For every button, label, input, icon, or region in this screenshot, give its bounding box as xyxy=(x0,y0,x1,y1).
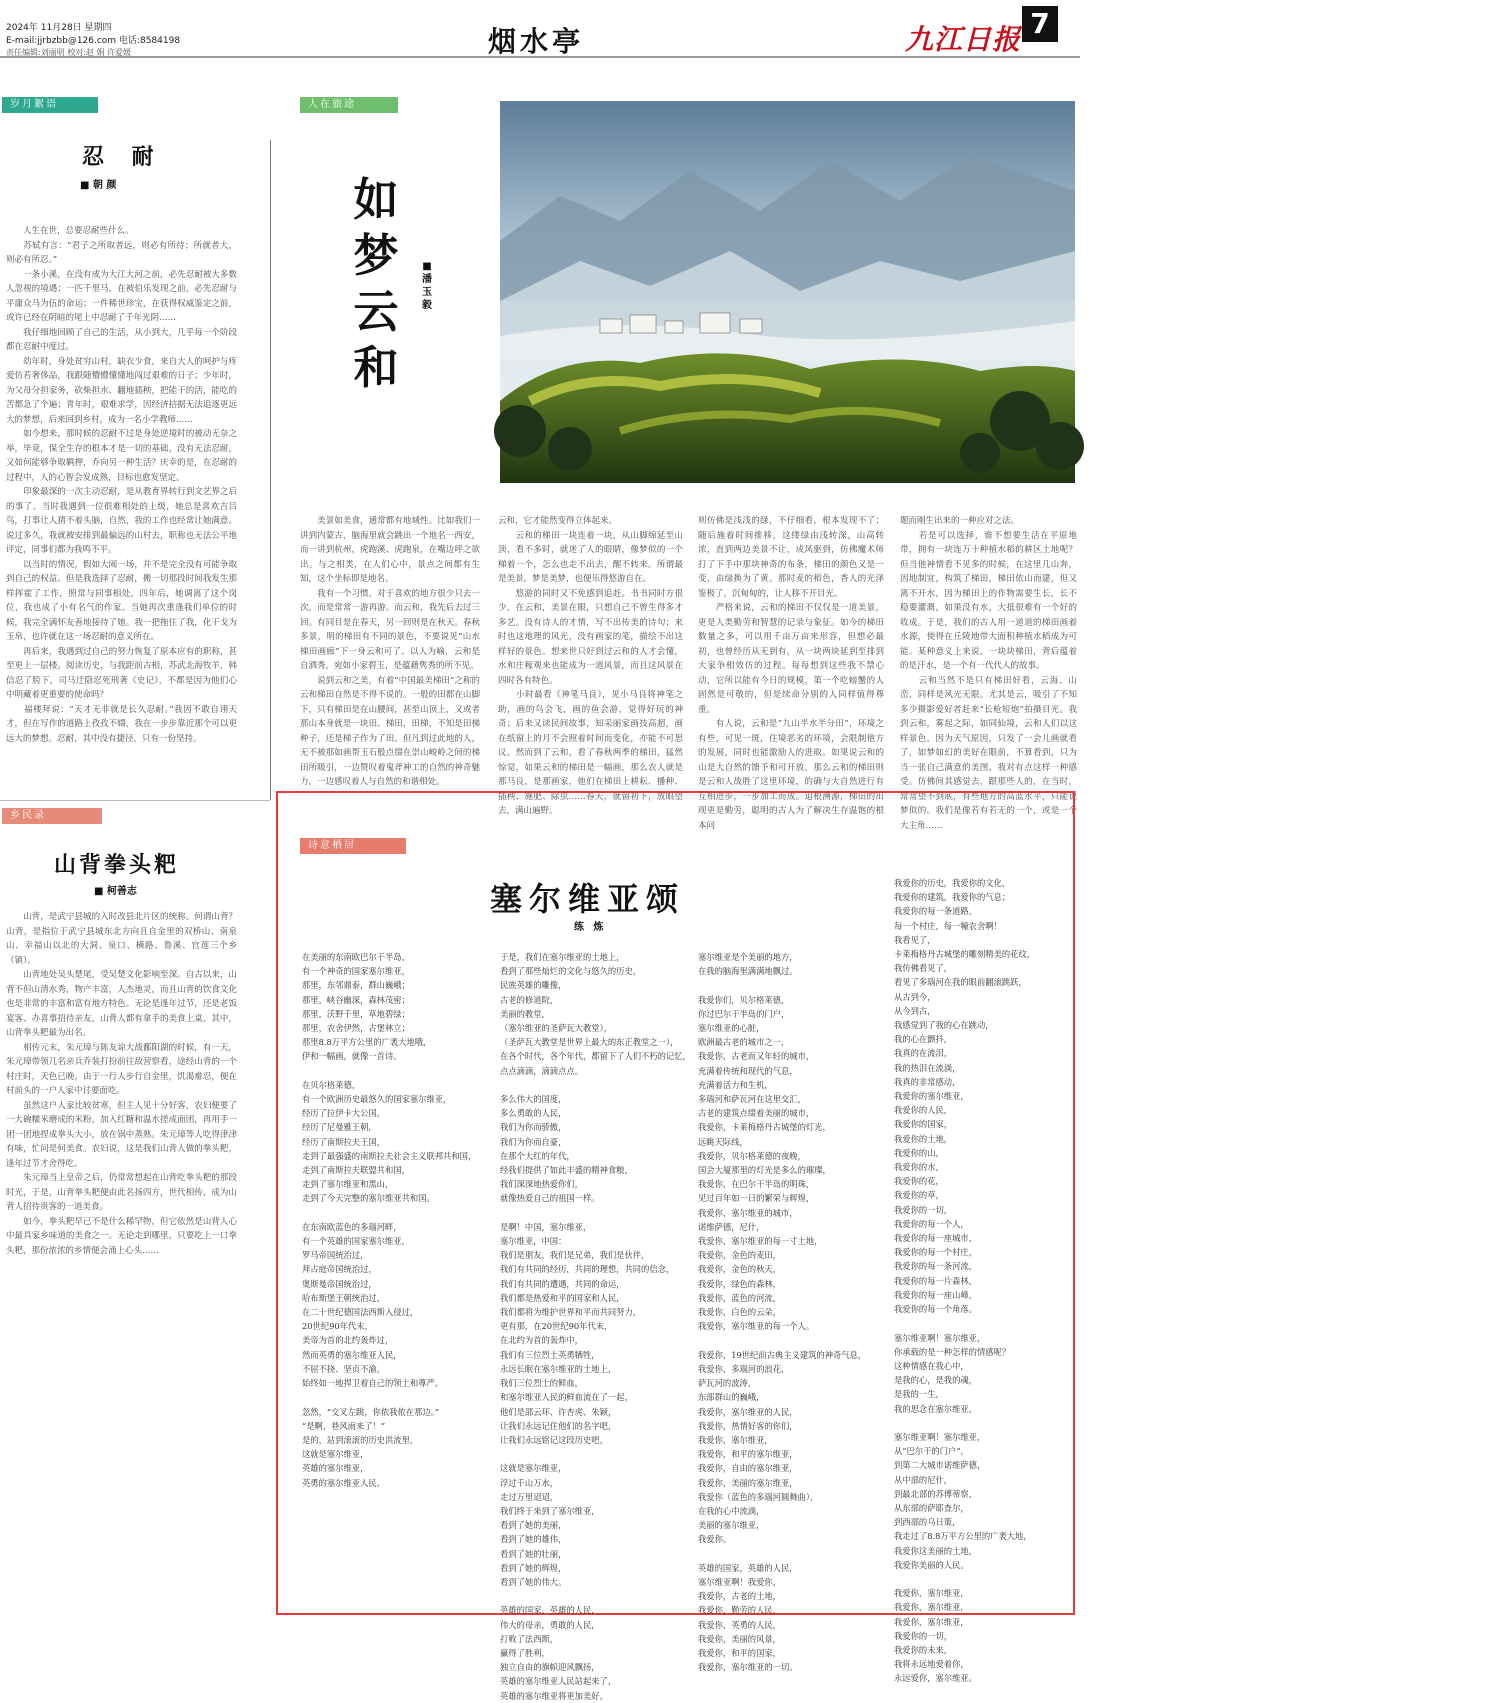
article-body-shanbei: 山背，是武宁县城的入时改县北片区的统称。何谓山背？山背，是指位于武宁县城东北方向且自金里的双桥山、南泉山、幸福山以北的大洞、泉口、横路、鲁溪、官莲三个乡（镇）。 山背地处吴头楚尾，受吴楚文化影响至深。自古以来，山背不但山清水秀，物产丰富，人杰地灵，而且山背的饮食文化也是非常的丰富和富有地方特色。无论是逢年过节，还是老饭宴客、办喜事招待亲友，山背人都有拿手的美食上桌，其中，山背拳头粑最为出名。 相传元末，朱元璋与陈友谅大战鄱阳湖的时候，有一天，朱元璋带领几名亲兵乔装打扮前往敌营察看，途经山背的一个村庄时，天色已晚，由于一行人步行自金里，饥渴难忍，便在村前头的一户人家中讨要面吃。 虽然这户人家比较贫寒，但主人见十分好客，农妇便要了一大碗糯米磨成的米粉，加入红糖和温水搓成面团，再用手一团一团地捏成拳头大小，放在锅中蒸熟。朱元璋等人吃得津津有味，忙问是何美食。农妇说，这是我们山背人做的拳头粑，逢年过节才舍得吃。 朱元璋当上皇帝之后，仍常常想起在山背吃拳头粑的那段时光，于是，山背拳头粑便由此名扬四方，世代相传，成为山背人招待贵客的一道美食。 如今，拳头粑早已不是什么稀罕物，但它依然是山背人心中最具家乡味道的美食之一。无论走到哪里，只要吃上一口拳头粑，那份浓浓的乡情便会涌上心头…… xyxy=(6,912,237,1256)
poem-author: 练 炼 xyxy=(574,922,607,933)
article-body-col-1: 美景如美食，通常都有地域性。比如我们一讲到内蒙古，脑海里就会跳出一个地名一西安，而一讲到杭州，虎跑溪、虎跑泉，在嘴边呼之欲出。与之相类，在人们心中，景点之间都有生知，这个坐标即是地名。 我有一个习惯，对于喜欢的地方很少只去一次，而是常常一游再游。而云和，我先后去过三回。有同目是在春天，另一回则是在秋天。春秋多景，明的梯田有不同的景色，不要说见“山水梯田画廊”下一身云和可了。以人为喻，云和是自酒秀，宛如小家碧玉，是蕴藉隽秀的所不见。 说到云和之美，有着“中国最美梯田”之称的云和梯田自然是不得不说的。一般的田都在山脚下，只有梯田是在山腰间，甚至山顶上，又或者那山本身就是一块田。梯田，田梯，不知是田梯种子，还是梯子作为了田。但凡到过此地的人，无不被那如画帮玉石般点缀在崇山峻岭之间的梯田所吸引，一边赞叹着鬼斧神工的自然的神奇魅力，一边感叹着人与自然的和谐相处。 xyxy=(300,516,480,787)
article-author xyxy=(420,260,434,312)
article-body-col-4: 题而刚生出来的一种应对之法。 若是可以选择，谁不想要生活在平原地带，拥有一块连万十种植水稻的耕区土地呢？但当他神情看不见多的时候，在这里几山奔，因地制宜，构筑了梯田，梯田依山而建，但又离不开水，因为梯田上的作物需要生长，长不稳要灌溉，如果没有水，大抵很难有一个好的收成。于是，我们的古人用一道道的梯田画着水源，使得在丘陵地带大面积种植水稻成为可能。某种意义上来说，一块块梯田，背后蕴着的是汗水，是一个有一代代人的故事。 云和当然不是只有梯田好看，云海、山峦，同样是风光无限。尤其是云，吸引了不知多少摄影爱好者赶来“长枪短炮”拍摄目光。我到云和，雾起之际，如同仙境，云和人们以这样景色，因为天气原因，只发了一会儿画就看了，如梦如幻的美好在眼前，不算看到，只为当一张自己满意的美图。我对有点这样一种感受。仿佛间其感觉去，跟那些人的，在当时，常常望不到底，有些地方的高蓝水平，只能说梦似的。我们是像若有若无的一个，或是一个大主角…… xyxy=(900,516,1077,831)
poem-col-2: 于是，我们在塞尔维亚的土地上， 看到了那些灿烂的文化与悠久的历史， 民族英雄的雕像， 古老的修道院， 美丽的教堂， （塞尔维亚的圣萨瓦大教堂）， （圣萨瓦大教堂是世界上最大的东正教堂之一）， 在各个时代，各个年代，都留下了人们不朽的记忆， 点点滴滴，滴滴点点。 多么伟大的国度， 多么勇敢的人民， 我们为你而骄傲， 我们为你而自豪， 在那个大红的年代， 经我们提供了如此丰盛的精神食粮， 我们深深地热爱你们， 就像热爱自己的祖国一样。 是啊！中国，塞尔维亚， 塞尔维亚，中国： 我们是朋友，我们是兄弟，我们是伙伴， 我们有共同的经历，共同的理想，共同的信念， 我们有共同的遭遇，共同的命运， 我们都是热爱和平的国家和人民， 我们都将为维护世界和平而共同努力， 更有那，在20世纪90年代末， 在北约为首的轰炸中， 我们有三位烈士英勇牺牲， 永远长眠在塞尔维亚的土地上， 我们三位烈士的鲜血， 和塞尔维亚人民的鲜血流在了一起， 他们是邵云环、许杏虎、朱颖， 让我们永远记住他们的名字吧， 让我们永远铭记这段历史吧。 这就是塞尔维亚， 浮过千山万水， 走过万里迢迢， 我们终于来到了塞尔维亚， 看到了她的美丽， 看到了她的雄伟， 看到了她的壮丽， 看到了她的辉煌， 看到了她的伟大。 英雄的国家，英雄的人民， 伟大的母亲，勇敢的人民， 打败了法西斯， 赢得了胜利， 独立自由的旗帜迎风飘扬， 英雄的塞尔维亚人民站起来了， 英雄的塞尔维亚将更加美好。 xyxy=(500,952,691,1701)
column-label-xiangmin: 乡民录 xyxy=(2,808,102,824)
poem-title: 塞尔维亚颂 xyxy=(490,880,686,918)
article-title-rumengyunhe xyxy=(348,172,404,396)
contact-line: E-mail:jjrbzbb@126.com 电话:8584198 xyxy=(6,36,181,46)
section-title: 烟水亭 xyxy=(488,25,585,58)
section-divider xyxy=(0,800,270,801)
photo-illustration xyxy=(500,101,1075,483)
masthead xyxy=(0,0,1080,58)
poem-col-1: 在美丽的东南欧巴尔干半岛， 有一个神奇的国家塞尔维亚， 那里，东邻鼎泰，群山巍峨； 那里，峡谷幽深，森林茂密； 那里，沃野千里，草地碧绿； 那里，农舍伊然，古堡林立； 那里8.8万平方公里的广袤大地哦， 伊和一幅画，就像一首诗。 在贝尔格莱德， 有一个欧洲历史最悠久的国家塞尔维亚， 经历了拉伊卡大公国， 经历了尼曼雅王朝， 经历了南斯拉夫王国， 走到了最强盛的南斯拉夫社会主义联邦共和国， 走到了南斯拉夫联盟共和国， 走到了塞尔维亚和黑山， 走到了今天完整的塞尔维亚共和国。 在东南欧蓝色的多瑙河畔， 有一个英雄的国家塞尔维亚， 罗马帝国统治过， 拜占庭帝国统治过， 奥斯曼帝国统治过， 哈布斯堡王朝统治过， 在二十世纪德国法西斯入侵过， 20世纪90年代末， 美帝为首的北约轰炸过， 然而英勇的塞尔维亚人民， 不屈不挠、坚贞不渝， 始终如一地捍卫着自己的领土和尊严。 忽然，“交叉左跳，你侬我侬在那边。” “是啊，巷风雨来了！” 是的，站到滚滚的历史洪流里， 这就是塞尔维亚， 英雄的塞尔维亚， 英勇的塞尔维亚人民。 xyxy=(302,952,477,1488)
article-title-shanbei: 山背拳头粑 xyxy=(54,852,180,878)
column-label-shiyi: 诗意栖居 xyxy=(300,838,406,854)
article-body-col-2: 云和，它才能然变得立体起来。 云和的梯田一块连着一块，从山脚绵延至山顶，看不多时，就迷了人的眼睛，像梦似的一个梯着一个，怎么也走不出去，醒不转来。所谓最是美景，梦是美梦，也便乐得悠游自在。 悠游的同时又不免感到追赶。书书同时方很少，在云和，美景在眼，只想自己不曾生得多才多艺。没有诗人的才情，写不出传美的诗句；来时也这地理的风光，没有画家的笔，描绘不出这样好的景色。想来世只好到过云和的人才会懂，水和庄稼观来也能成为一道风景，而且这风景在四时各有特色。 小时最看《神笔马良》，见小马良将神笔之助，画的鸟会飞，画的鱼会游，觉得好玩的神奇；后来又读民间故事，知采丽家画技高超，画在纸窗上的月不会照着时间而变化，亦能不可思议。然而到了云和，看了春秋两季的梯田，猛然惊觉，如果云和的梯田是一幅画，那么农人就是那马良，是那画家，他们在梯田上耕耘、播种、插秧、施肥、除虫……春天，就留初下，放眼望去，满山遍野。 xyxy=(498,516,683,816)
article-author: ■ 柯善志 xyxy=(94,886,137,897)
photo-caption: 山村秋景 吴建荣 摄 xyxy=(1476,569,1485,670)
newspaper-logo: 九江日报 xyxy=(905,23,1022,56)
article-title-renai: 忍 耐 xyxy=(82,144,164,170)
page-number: 7 xyxy=(1022,6,1058,42)
vertical-author-text: ■ 潘 玉 毅 xyxy=(422,261,432,311)
article-body-renai: 人生在世，总要忍耐些什么。 苏轼有言：“君子之所取者远，则必有所待；所就者大，则必有所忍。” 一条小溪，在没有成为大江大河之前，必先忍耐被大多数人忽视的境遇；一匹千里马，在被伯乐发现之前，必先忍耐与平庸众马为伍的命运；一件稀世珍宝，在获得权威鉴定之前，或许已经在阴暗的尾上中忍耐了千年光阴…… 我仔细地回顾了自己的生活，从小到大，几乎每一个阶段都在忍耐中度过。 幼年时，身处贫穷山村，缺衣少食，来自大人的呵护与疼爱仿若奢侈品，我跟随懵懵懂懂地闯过艰难的日子；少年时，为父母分担家务，砍柴担水、翻地插秧，把能干的活，能吃的苦都急了个遍；青年时，艰难求学，因经济拮据无法追逐更远大的梦想，后来回到乡村，成为一名小学教师…… 如今想来，那时候的忍耐不过是身处逆境时的被动无奈之举，毕竟，保全生存的根本才是一切的基础，没有无法忍耐，又如何能够争取羁押，乔向另一种生活？庆幸的是，在忍耐的过程中，人的心智会发成熟，目标也愈发坚定。 印象最深的一次主动忍耐，是从教育界转行到文艺界之后的事了。当时我遇到一位很难相处的上级，她总是喜欢吉吕鸟，打事让人猜不着头脑，自然，我的工作也经常让她满意。说过多久，我就被安排到最偏远的山村去，职称也无法公平地评定，同事们都为我鸣不平。 以当时的情况，假如大闹一场，并不是完全没有可能争取到自己的权益。但是我选择了忍耐，搬一切那段时间我发生那样挥霍了工作，照常与同事相处，四年后，她调离了这个岗位，我也成了小有名气的作家。当她再次重逢我们单位的时候，我完全满怀友善地接待了她。我一把拖住了我，化干戈为玉帛，也许就在这一场忍耐的意义所在。 再后来，我遇到过自己的努力恢复了原本应有的职称，甚至更上一层楼。阅读历史，与我距前古相，苏武北海牧羊，韩信忍了胯下，司马迁隐忍死刑著《史记》，不都是因为他们心中明藏着更重要的使命吗？ 福楼拜说：“天才无非就是长久忍耐。”我因不敢自诩天才，但在写作的道路上孜孜不辍，我在一步步靠近那个可以更远大的梦想。忍耐，其中没有捷径，只有一份坚持。 xyxy=(6,226,237,744)
vertical-title-text: 如 梦 云 和 xyxy=(353,173,399,394)
column-label-lvtu: 人在旅途 xyxy=(300,97,398,113)
editor-line: 责任编辑:刘丽明 校对:赵 娟 许爱媛 xyxy=(6,48,132,57)
issue-date: 2024年 11月28日 星期四 xyxy=(6,23,112,33)
article-author: ■ 朝 颜 xyxy=(80,180,117,191)
poem-col-3: 塞尔维亚是个美丽的地方， 在我的脑海里满满地飘过。 我爱你们，贝尔格莱德， 你过巴尔干半岛的门户， 塞尔维亚的心脏， 欧洲最古老的城市之一， 我爱你，古老而又年轻的城市， 充满着传统和现代的气息， 充满着活力和生机， 多瑙河和萨瓦河在这里交汇， 古老的建筑点缀着美丽的城市， 我爱你，卡莱梅格丹古城堡的灯光， 远眺天际线， 我爱你，贝尔格莱德的夜晚， 国会大厦那里的灯光是多么的璀璨， 我爱你，在巴尔干半岛的明珠， 见过百年如一日的繁荣与辉煌， 我爱你，塞尔维亚的城市， 诺维萨德，尼什， 我爱你，塞尔维亚的每一寸土地， 我爱你，金色的麦田， 我爱你，金色的秋天， 我爱你，绿色的森林， 我爱你，蓝色的河流， 我爱你，白色的云朵， 我爱你，塞尔维亚的每一个人。 我爱你，19世纪前古典主义建筑的神奇气息， 我爱你，多瑙河的浪花， 萨瓦河的波涛， 东部群山的巍峨， 我爱你，塞尔维亚的人民， 我爱你，热情好客的你们， 我爱你，塞尔维亚， 我爱你，和平的塞尔维亚， 我爱你，自由的塞尔维亚， 我爱你，美丽的塞尔维亚， 我爱你（蓝色的多瑙河圆舞曲）， 在我的心中流淌， 美丽的塞尔维亚， 我爱你。 英雄的国家，英雄的人民， 塞尔维亚啊！我爱你， 我爱你，古老的土地， 我爱你，勤劳的人民， 我爱你，英勇的人民， 我爱你，美丽的风景， 我爱你，和平的国家， 我爱你，塞尔维亚的一切。 xyxy=(698,952,867,1673)
column-label-suiyue: 岁月絮语 xyxy=(2,97,98,113)
poem-col-4: 我爱你的历史，我爱你的文化， 我爱你的建筑，我爱你的气息； 我爱你的每一条道路， 每一个村庄，每一幢农舍啊！ 我看见了， 卡莱梅格丹古城堡的雕刻精美的花纹， 我仿佛看见了， 看见了多瑙河在我的眼前翻滚跳跃， 从古到今， 从今到古， 我感觉到了我的心在跳动， 我的心在颤抖， 我真的在流泪， 我的热泪在流淌， 我真的非常感动， 我爱你的塞尔维亚， 我爱你的人民， 我爱你的国家， 我爱你的土地， 我爱你的山， 我爱你的水， 我爱你的花， 我爱你的草， 我爱你的一切， 我爱你的每一个人， 我爱你的每一座城市， 我爱你的每一个村庄， 我爱你的每一条河流， 我爱你的每一片森林， 我爱你的每一座山峰， 我爱你的每一个角落。 塞尔维亚啊！塞尔维亚， 你承载的是一种怎样的情感呢？ 这种情感在我心中， 是我的心，是我的魂， 是我的一生， 我的思念在塞尔维亚。 塞尔维亚啊！塞尔维亚， 从“巴尔干的门户”， 到第二大城市诺维萨德， 从中部的尼什， 到最北部的苏博蒂察， 从东部的萨耶查尔， 到西部的乌日策， 我走过了8.8万平方公里的广袤大地， 我爱你这美丽的土地， 我爱你美丽的人民。 我爱你，塞尔维亚， 我爱你，塞尔维亚， 我爱你，塞尔维亚， 我爱你的一切， 我爱你的未来， 我将永远地爱着你， 永远爱你，塞尔维亚。 xyxy=(894,878,1036,1684)
column-divider xyxy=(270,140,271,800)
article-body-col-3: 则仿佛是浅浅的绿，不仔细看，根本发现不了；随后施着时间推移，这缕绿由浅转深，山高转浓，直到两边美景不让，成风驱到，仿佛魔术师打了下手中那块神奇的布条，梯田的颜色又是一变，由绿换为了黄。那时麦的稻色，香人的光泽鉴极了，沉甸甸的，让人移不开目光。 严格来说，云和的梯田不仅仅是一道美景，更是人类勤劳和智慧的记录与象征。如今的梯田数量之多，可以用千亩万亩来形容，但想必最初，也曾经历从无到有，从一块两块延到至排到大家争相效仿的过程。每每想到这些我不禁心动，它所以能有今日的规模，第一个吃螃蟹的人固然是可敬的，但是续命分别的人同样值得尊重。 有人说，云和是“九山半水半分田”，环境之有些，可见一斑，住境恶劣的环境，会限制他方的发展，同时也能激励人的进取。如果说云和的山是大自然的馈予和可开放，那么云和的梯田则是云和人战胜了这里环境，的确与大自然进行有互相进步，一步加工而成。追根溯源，梯田的出现更是勤劳，聪明的古人为了解决生存温饱的根本问 xyxy=(698,516,884,831)
